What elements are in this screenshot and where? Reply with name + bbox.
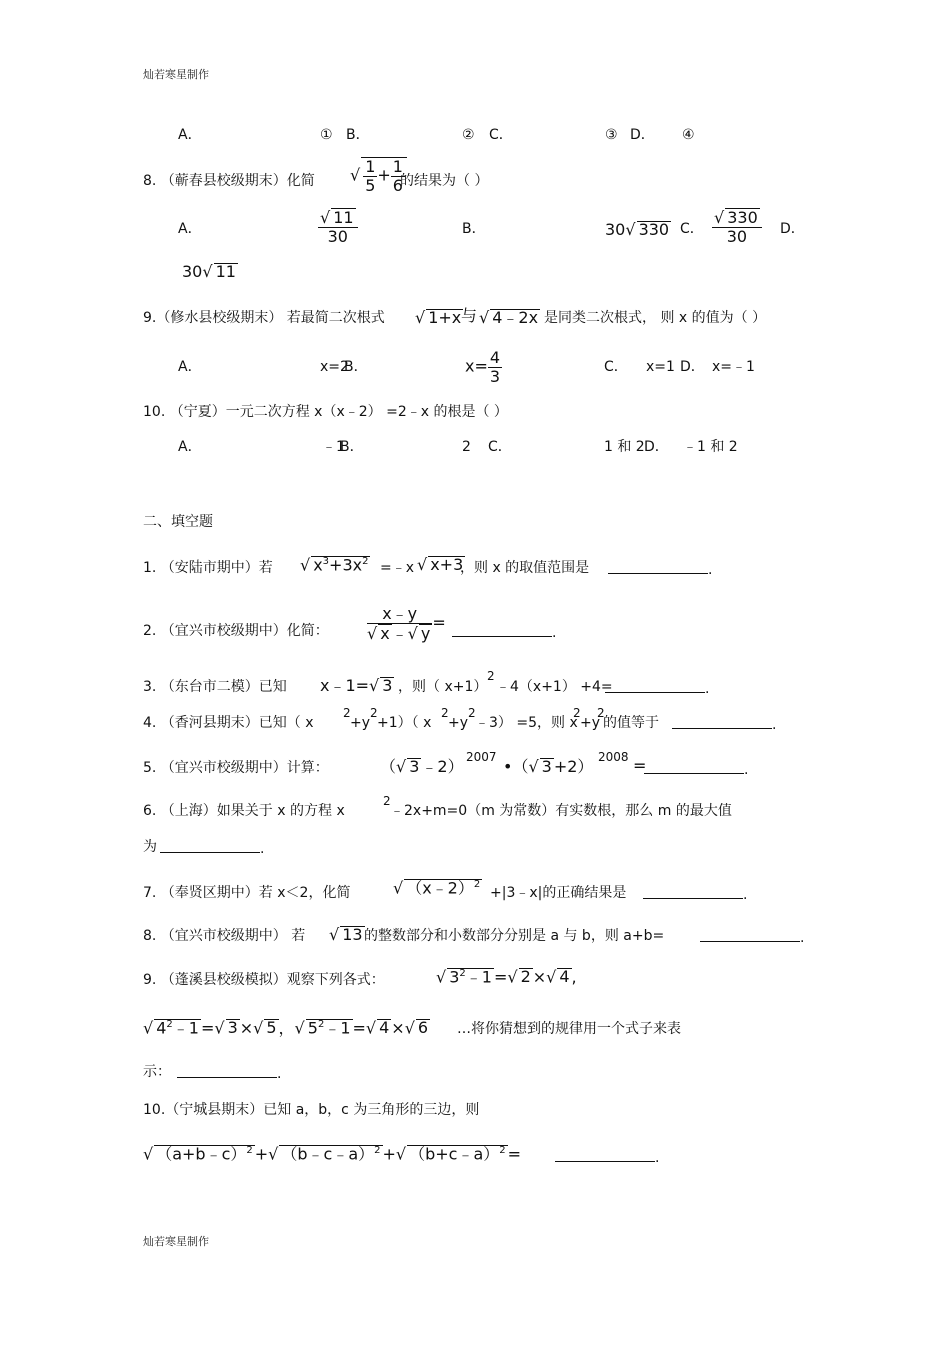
f1-suffix: ，则 x 的取值范围是 bbox=[460, 560, 590, 576]
q9-option-b-expr: x= $\frac{4}{3}$ bbox=[465, 348, 501, 386]
f3-mid: ，则（ x+1） bbox=[398, 679, 488, 695]
f8-answer-blank[interactable]: . bbox=[700, 929, 804, 945]
q9-option-a-label: A． bbox=[178, 359, 202, 375]
q8-option-d-label: D． bbox=[780, 221, 805, 237]
f9-tail: …将你猜想到的规律用一个式子来表 bbox=[457, 1021, 681, 1037]
f5-prefix: 5. （宜兴市校级期中）计算： bbox=[143, 760, 329, 776]
q8-option-a-expr: $\frac{√ 11}{30}$ bbox=[318, 208, 358, 245]
q8-stem-suffix: 的结果为（ ） bbox=[400, 173, 489, 189]
f4-answer-blank[interactable]: . bbox=[672, 716, 776, 732]
f8-prefix: 8. （宜兴市校级期中） 若 bbox=[143, 928, 306, 944]
f3-prefix: 3. （东台市二模）已知 bbox=[143, 679, 287, 695]
f7-suffix: +|3﹣x|的正确结果是 bbox=[490, 885, 627, 901]
f7-prefix: 7. （奉贤区期中）若 x＜2，化简 bbox=[143, 885, 351, 901]
f8-radical: √ 13 bbox=[329, 925, 363, 944]
q8-option-a-label: A． bbox=[178, 221, 202, 237]
q8-stem-prefix: 8. （蕲春县校级期末）化简 bbox=[143, 173, 315, 189]
q8-option-c-expr: $\frac{√ 330}{30}$ bbox=[712, 208, 762, 245]
f10-expression: √ （a+b﹣c）$^2$ +√ （b﹣c﹣a）$^2$ +√ （b+c﹣a）$^2$ = bbox=[143, 1144, 522, 1164]
q8-option-b-expr: 30√ 330 bbox=[605, 220, 670, 239]
q9-radical-1: √ 1+x bbox=[415, 308, 462, 327]
f9-eq-2: √ $4^2﹣1$ =√ 3 ×√ 5 ，√ $5^2﹣1$ =√ 4 ×√ 6 bbox=[143, 1018, 429, 1038]
f1-mid: =﹣x bbox=[380, 560, 415, 576]
f5-equals: = bbox=[633, 756, 647, 775]
q8-option-d-expr: 30√ 11 bbox=[182, 262, 236, 281]
f10-prefix: 10.（宁城县期末）已知 a，b，c 为三角形的三边，则 bbox=[143, 1102, 480, 1118]
option-d-value: ④ bbox=[682, 127, 695, 143]
f6-answer-blank[interactable]: . bbox=[160, 840, 264, 856]
f10-answer-blank[interactable]: . bbox=[555, 1149, 659, 1165]
q8-option-b-label: B． bbox=[462, 221, 486, 237]
page-footer: 灿若寒星制作 bbox=[143, 1235, 209, 1248]
f2-answer-blank[interactable]: . bbox=[452, 624, 556, 640]
f6-exp: 2 bbox=[383, 794, 391, 808]
f4-exp-1: 2 bbox=[343, 706, 351, 720]
f3-exponent: 2 bbox=[487, 669, 495, 683]
f7-answer-blank[interactable]: . bbox=[643, 886, 747, 902]
f3-answer-blank[interactable]: . bbox=[605, 680, 709, 696]
f1-radical-2: √ x+3 bbox=[417, 555, 464, 574]
q10-stem: 10. （宁夏）一元二次方程 x（x﹣2） =2﹣x 的根是（ ） bbox=[143, 404, 508, 420]
option-d-label: D． bbox=[630, 127, 655, 143]
q10-option-b-label: B． bbox=[340, 439, 364, 455]
f5-expr-1: （√ 3 ﹣2） bbox=[380, 757, 464, 776]
option-b-value: ② bbox=[462, 127, 475, 143]
q9-option-c-value: x=1 bbox=[646, 359, 675, 375]
option-c-label: C． bbox=[489, 127, 513, 143]
q10-option-a-value: ﹣1 bbox=[322, 439, 345, 455]
q10-option-a-label: A． bbox=[178, 439, 202, 455]
q10-option-d-label: D． bbox=[644, 439, 669, 455]
f4-exp-5: 2 bbox=[573, 706, 581, 720]
f2-prefix: 2. （宜兴市校级期中）化简： bbox=[143, 623, 329, 639]
q8-option-c-label: C． bbox=[680, 221, 704, 237]
q9-stem-prefix: 9.（修水县校级期末） 若最简二次根式 bbox=[143, 310, 385, 326]
f5-answer-blank[interactable]: . bbox=[644, 761, 748, 777]
option-b-label: B． bbox=[346, 127, 370, 143]
page-header: 灿若寒星制作 bbox=[143, 68, 209, 81]
q10-option-c-label: C． bbox=[488, 439, 512, 455]
q9-option-c-label: C． bbox=[604, 359, 628, 375]
f8-suffix: 的整数部分和小数部分分别是 a 与 b，则 a+b= bbox=[364, 928, 665, 944]
f9-prefix: 9. （蓬溪县校级模拟）观察下列各式： bbox=[143, 972, 385, 988]
section-title: 二、填空题 bbox=[143, 514, 213, 530]
q9-conjunction: 与 bbox=[461, 306, 478, 325]
f9-line3: 示： bbox=[143, 1064, 171, 1080]
f1-radical: √ $x^3+3x^2$ bbox=[300, 555, 369, 575]
f7-radical: √ （x﹣2）$^2$ bbox=[393, 878, 481, 898]
f5-exp-1: 2007 bbox=[466, 750, 497, 764]
f2-fraction: $\frac{x﹣y}{√ x ﹣√ y}$ = bbox=[367, 604, 446, 643]
f1-answer-blank[interactable]: . bbox=[608, 561, 712, 577]
f4-exp-2: 2 bbox=[370, 706, 378, 720]
q10-option-b-value: 2 bbox=[462, 439, 471, 455]
f6-line2: 为 bbox=[143, 839, 157, 855]
f5-expr-2: •（√ 3 +2） bbox=[503, 757, 594, 776]
f4-e: ﹣3） =5，则 x bbox=[475, 715, 578, 731]
f4-a: 4. （香河县期末）已知（ x bbox=[143, 715, 314, 731]
f5-exp-2: 2008 bbox=[598, 750, 629, 764]
q9-option-a-value: x=2 bbox=[320, 359, 349, 375]
q9-option-d-value: x=﹣1 bbox=[712, 359, 755, 375]
f4-g: 的值等于 bbox=[603, 715, 659, 731]
f4-c: +1）（ x bbox=[377, 715, 432, 731]
option-c-value: ③ bbox=[605, 127, 618, 143]
f9-answer-blank[interactable]: . bbox=[177, 1065, 281, 1081]
q9-stem-suffix: 是同类二次根式， 则 x 的值为（ ） bbox=[544, 310, 767, 326]
option-a-value: ① bbox=[320, 127, 333, 143]
q8-radical-expr: √ $\frac{1}{5}$ + $\frac{1}{6}$ bbox=[350, 157, 407, 194]
f4-exp-6: 2 bbox=[597, 706, 605, 720]
f4-b: +y bbox=[350, 715, 371, 731]
f4-d: +y bbox=[448, 715, 469, 731]
f6-line1-a: 6. （上海）如果关于 x 的方程 x bbox=[143, 803, 345, 819]
q9-option-b-label: B． bbox=[344, 359, 368, 375]
q10-option-d-value: ﹣1 和 2 bbox=[683, 439, 738, 455]
f3-suffix: ﹣4（x+1） +4= bbox=[496, 679, 613, 695]
q9-option-d-label: D． bbox=[680, 359, 705, 375]
f3-equation: x﹣1=√ 3 bbox=[320, 676, 393, 695]
f4-f: +y bbox=[580, 715, 601, 731]
f1-prefix: 1. （安陆市期中）若 bbox=[143, 560, 273, 576]
q10-option-c-value: 1 和 2 bbox=[604, 439, 645, 455]
f4-exp-3: 2 bbox=[441, 706, 449, 720]
f6-line1-b: ﹣2x+m=0（m 为常数）有实数根，那么 m 的最大值 bbox=[390, 803, 732, 819]
option-a-label: A． bbox=[178, 127, 202, 143]
q9-radical-2: √ 4﹣2x bbox=[479, 308, 539, 327]
f9-eq-1: √ $3^2﹣1$ =√ 2 ×√ 4 , bbox=[436, 967, 577, 987]
f4-exp-4: 2 bbox=[468, 706, 476, 720]
